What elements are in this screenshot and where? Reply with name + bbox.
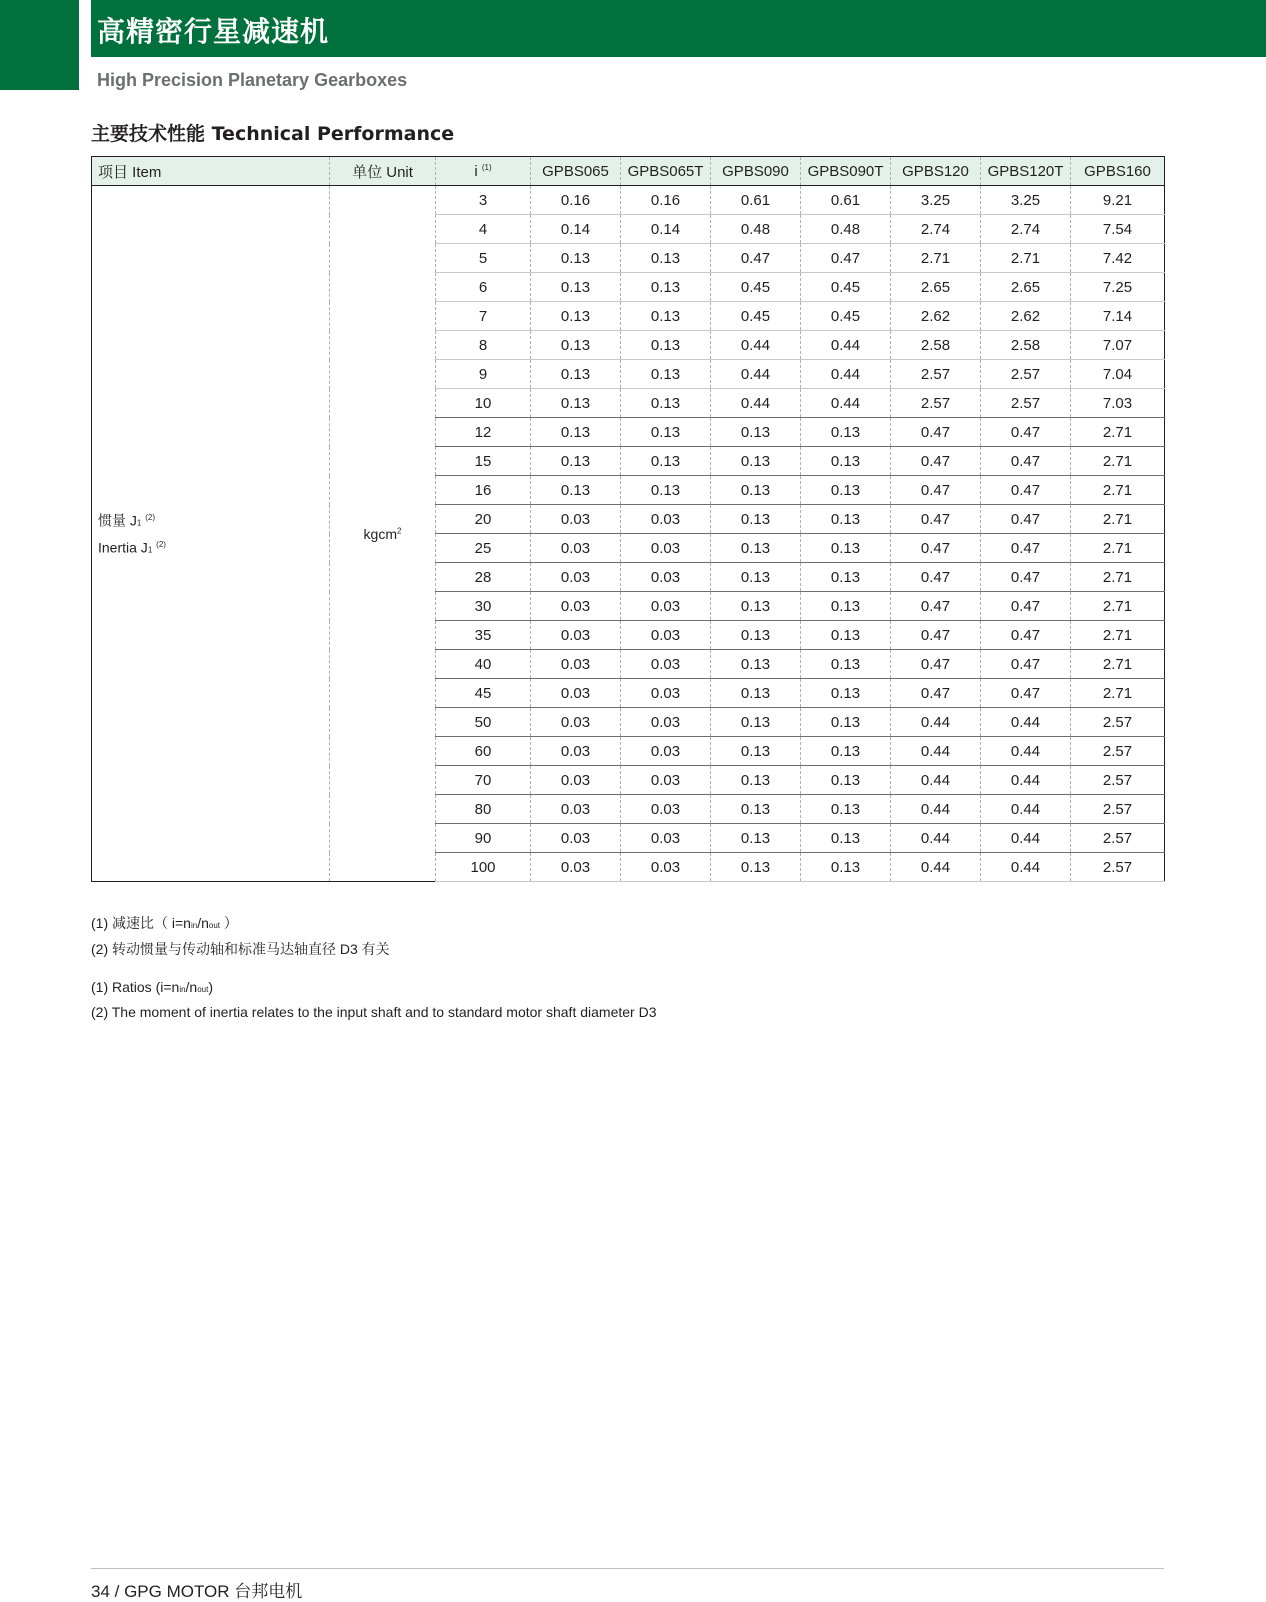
technical-performance-table — [91, 156, 1165, 882]
ratio-cell: 70 — [436, 766, 531, 795]
value-cell: 0.47 — [981, 621, 1071, 650]
value-cell: 0.14 — [531, 215, 621, 244]
value-cell: 0.13 — [801, 679, 891, 708]
header-ratio: i $^{(1)}$ — [436, 157, 531, 186]
value-cell: 0.13 — [531, 360, 621, 389]
value-cell: 0.03 — [531, 621, 621, 650]
ratio-cell: 20 — [436, 505, 531, 534]
value-cell: 2.57 — [1071, 708, 1165, 737]
value-cell: 0.03 — [621, 737, 711, 766]
value-cell: 0.13 — [711, 447, 801, 476]
value-cell: 0.13 — [531, 273, 621, 302]
value-cell: 0.03 — [531, 824, 621, 853]
header-model: GPBS120 — [891, 157, 981, 186]
value-cell: 0.13 — [801, 766, 891, 795]
value-cell: 0.13 — [621, 476, 711, 505]
value-cell: 0.03 — [531, 679, 621, 708]
value-cell: 0.13 — [801, 708, 891, 737]
value-cell: 0.47 — [981, 534, 1071, 563]
value-cell: 2.74 — [981, 215, 1071, 244]
value-cell: 2.58 — [891, 331, 981, 360]
value-cell: 0.03 — [531, 737, 621, 766]
value-cell: 0.13 — [711, 621, 801, 650]
value-cell: 2.65 — [981, 273, 1071, 302]
value-cell: 2.71 — [1071, 592, 1165, 621]
ratio-cell: 40 — [436, 650, 531, 679]
value-cell: 0.47 — [981, 418, 1071, 447]
value-cell: 0.13 — [801, 476, 891, 505]
value-cell: 0.13 — [801, 505, 891, 534]
value-cell: 0.47 — [801, 244, 891, 273]
value-cell: 0.47 — [981, 679, 1071, 708]
ratio-cell: 35 — [436, 621, 531, 650]
value-cell: 0.45 — [801, 273, 891, 302]
value-cell: 0.13 — [801, 824, 891, 853]
value-cell: 0.03 — [531, 592, 621, 621]
value-cell: 0.13 — [711, 766, 801, 795]
page-subtitle: High Precision Planetary Gearboxes — [97, 70, 408, 90]
header-unit: 单位 Unit — [330, 157, 436, 186]
value-cell: 0.13 — [801, 853, 891, 882]
ratio-cell: 5 — [436, 244, 531, 273]
header-model: GPBS065T — [621, 157, 711, 186]
footnote-1-cn: (1) 减速比（ i=nin/nout ） — [91, 915, 238, 931]
page-title: 高精密行星减速机 — [97, 15, 330, 48]
ratio-cell: 25 — [436, 534, 531, 563]
value-cell: 0.13 — [801, 737, 891, 766]
value-cell: 0.44 — [981, 824, 1071, 853]
value-cell: 0.44 — [891, 708, 981, 737]
ratio-cell: 90 — [436, 824, 531, 853]
value-cell: 2.62 — [891, 302, 981, 331]
value-cell: 0.13 — [801, 650, 891, 679]
value-cell: 0.13 — [711, 650, 801, 679]
value-cell: 0.44 — [891, 824, 981, 853]
value-cell: 0.47 — [891, 418, 981, 447]
item-label-cell — [92, 186, 330, 882]
ratio-cell: 100 — [436, 853, 531, 882]
value-cell: 2.71 — [891, 244, 981, 273]
value-cell: 7.54 — [1071, 215, 1165, 244]
footnote-1-en: (1) Ratios (i=nin/nout) — [91, 979, 214, 995]
value-cell: 0.47 — [891, 563, 981, 592]
value-cell: 0.03 — [621, 679, 711, 708]
value-cell: 2.57 — [1071, 737, 1165, 766]
value-cell: 0.47 — [891, 476, 981, 505]
ratio-cell: 30 — [436, 592, 531, 621]
value-cell: 0.44 — [891, 795, 981, 824]
value-cell: 0.48 — [711, 215, 801, 244]
value-cell: 0.03 — [621, 824, 711, 853]
value-cell: 0.47 — [891, 447, 981, 476]
value-cell: 7.14 — [1071, 302, 1165, 331]
value-cell: 0.61 — [711, 186, 801, 215]
header-item: 项目 Item — [92, 157, 330, 186]
value-cell: 0.13 — [531, 476, 621, 505]
footnote-2-cn: (2) 转动惯量与传动轴和标准马达轴直径 D3 有关 — [91, 941, 390, 957]
value-cell: 0.13 — [711, 476, 801, 505]
value-cell: 2.71 — [1071, 476, 1165, 505]
value-cell: 0.13 — [801, 447, 891, 476]
value-cell: 0.13 — [531, 389, 621, 418]
header-model: GPBS090 — [711, 157, 801, 186]
value-cell: 0.45 — [801, 302, 891, 331]
value-cell: 0.13 — [531, 302, 621, 331]
value-cell: 0.03 — [531, 563, 621, 592]
value-cell: 2.57 — [1071, 853, 1165, 882]
value-cell: 0.48 — [801, 215, 891, 244]
ratio-cell: 45 — [436, 679, 531, 708]
value-cell: 0.03 — [621, 621, 711, 650]
footnote-2-en: (2) The moment of inertia relates to the input shaft and to standard motor shaft diameter D3 — [91, 1004, 657, 1020]
value-cell: 7.25 — [1071, 273, 1165, 302]
page-footer: 34 / GPG MOTOR 台邦电机 — [91, 1582, 303, 1601]
value-cell: 0.13 — [711, 418, 801, 447]
value-cell: 0.13 — [531, 418, 621, 447]
table-row — [92, 186, 1165, 215]
value-cell: 0.03 — [621, 563, 711, 592]
value-cell: 0.13 — [621, 447, 711, 476]
header-model: GPBS065 — [531, 157, 621, 186]
value-cell: 2.74 — [891, 215, 981, 244]
value-cell: 0.13 — [531, 244, 621, 273]
value-cell: 0.13 — [621, 331, 711, 360]
header-model: GPBS090T — [801, 157, 891, 186]
value-cell: 0.13 — [711, 795, 801, 824]
value-cell: 0.13 — [621, 244, 711, 273]
value-cell: 0.13 — [801, 795, 891, 824]
value-cell: 0.13 — [711, 592, 801, 621]
value-cell: 0.47 — [981, 650, 1071, 679]
value-cell: 2.58 — [981, 331, 1071, 360]
ratio-cell: 50 — [436, 708, 531, 737]
table-body — [92, 186, 1165, 882]
value-cell: 0.03 — [531, 708, 621, 737]
value-cell: 0.13 — [621, 418, 711, 447]
value-cell: 0.47 — [981, 563, 1071, 592]
value-cell: 0.44 — [711, 331, 801, 360]
ratio-cell: 3 — [436, 186, 531, 215]
value-cell: 0.13 — [801, 418, 891, 447]
value-cell: 0.44 — [711, 360, 801, 389]
value-cell: 0.47 — [891, 534, 981, 563]
value-cell: 0.13 — [711, 505, 801, 534]
value-cell: 2.57 — [1071, 795, 1165, 824]
value-cell: 0.13 — [711, 534, 801, 563]
ratio-cell: 15 — [436, 447, 531, 476]
header-model: GPBS160 — [1071, 157, 1165, 186]
header-model: GPBS120T — [981, 157, 1071, 186]
value-cell: 3.25 — [981, 186, 1071, 215]
value-cell: 0.13 — [801, 534, 891, 563]
value-cell: 0.13 — [621, 389, 711, 418]
value-cell: 7.03 — [1071, 389, 1165, 418]
ratio-cell: 16 — [436, 476, 531, 505]
value-cell: 0.47 — [891, 650, 981, 679]
item-label-cn: 惯量 J1 $^{(2)}$ — [98, 512, 156, 529]
value-cell: 3.25 — [891, 186, 981, 215]
value-cell: 0.44 — [981, 737, 1071, 766]
value-cell: 0.13 — [801, 621, 891, 650]
value-cell: 2.57 — [1071, 766, 1165, 795]
value-cell: 0.13 — [711, 563, 801, 592]
value-cell: 2.71 — [1071, 650, 1165, 679]
value-cell: 0.03 — [621, 534, 711, 563]
value-cell: 0.03 — [621, 708, 711, 737]
value-cell: 0.03 — [621, 650, 711, 679]
value-cell: 0.03 — [621, 795, 711, 824]
value-cell: 0.16 — [621, 186, 711, 215]
value-cell: 0.47 — [711, 244, 801, 273]
value-cell: 0.47 — [981, 592, 1071, 621]
value-cell: 0.47 — [891, 679, 981, 708]
value-cell: 0.03 — [531, 534, 621, 563]
value-cell: 0.61 — [801, 186, 891, 215]
value-cell: 0.16 — [531, 186, 621, 215]
value-cell: 0.03 — [531, 853, 621, 882]
ratio-cell: 10 — [436, 389, 531, 418]
value-cell: 0.13 — [711, 737, 801, 766]
value-cell: 0.44 — [801, 389, 891, 418]
value-cell: 0.13 — [711, 824, 801, 853]
value-cell: 0.44 — [891, 766, 981, 795]
value-cell: 0.13 — [711, 708, 801, 737]
title-bar — [91, 0, 1266, 57]
value-cell: 0.45 — [711, 273, 801, 302]
value-cell: 7.42 — [1071, 244, 1165, 273]
value-cell: 0.13 — [621, 360, 711, 389]
value-cell: 0.47 — [891, 621, 981, 650]
value-cell: 0.03 — [531, 766, 621, 795]
footer-divider — [91, 1568, 1164, 1569]
value-cell: 2.71 — [981, 244, 1071, 273]
value-cell: 0.44 — [801, 360, 891, 389]
value-cell: 2.62 — [981, 302, 1071, 331]
value-cell: 0.47 — [981, 505, 1071, 534]
table-header-row — [92, 157, 1165, 186]
item-label-en: Inertia J1 $^{(2)}$ — [98, 539, 166, 556]
value-cell: 0.03 — [621, 853, 711, 882]
value-cell: 0.13 — [801, 563, 891, 592]
ratio-cell: 4 — [436, 215, 531, 244]
value-cell: 0.45 — [711, 302, 801, 331]
ratio-cell: 60 — [436, 737, 531, 766]
value-cell: 0.03 — [621, 592, 711, 621]
ratio-cell: 80 — [436, 795, 531, 824]
value-cell: 7.07 — [1071, 331, 1165, 360]
value-cell: 2.71 — [1071, 679, 1165, 708]
value-cell: 0.13 — [621, 273, 711, 302]
value-cell: 0.03 — [621, 766, 711, 795]
value-cell: 2.71 — [1071, 563, 1165, 592]
brand-side-block — [0, 0, 79, 90]
value-cell: 7.04 — [1071, 360, 1165, 389]
value-cell: 0.13 — [621, 302, 711, 331]
value-cell: 0.44 — [891, 853, 981, 882]
value-cell: 2.57 — [981, 360, 1071, 389]
value-cell: 2.71 — [1071, 418, 1165, 447]
value-cell: 0.03 — [531, 650, 621, 679]
value-cell: 0.44 — [891, 737, 981, 766]
unit-cell: kgcm$^2$ — [330, 186, 436, 882]
value-cell: 0.44 — [981, 708, 1071, 737]
value-cell: 2.65 — [891, 273, 981, 302]
value-cell: 0.13 — [801, 592, 891, 621]
value-cell: 0.47 — [891, 592, 981, 621]
value-cell: 0.14 — [621, 215, 711, 244]
value-cell: 2.57 — [891, 389, 981, 418]
value-cell: 2.57 — [981, 389, 1071, 418]
value-cell: 2.57 — [891, 360, 981, 389]
value-cell: 0.03 — [531, 795, 621, 824]
value-cell: 0.44 — [981, 853, 1071, 882]
value-cell: 2.71 — [1071, 621, 1165, 650]
value-cell: 0.47 — [891, 505, 981, 534]
value-cell: 0.03 — [531, 505, 621, 534]
ratio-cell: 6 — [436, 273, 531, 302]
value-cell: 0.13 — [711, 679, 801, 708]
ratio-cell: 8 — [436, 331, 531, 360]
value-cell: 0.44 — [981, 766, 1071, 795]
ratio-cell: 12 — [436, 418, 531, 447]
ratio-cell: 7 — [436, 302, 531, 331]
value-cell: 0.47 — [981, 476, 1071, 505]
ratio-cell: 28 — [436, 563, 531, 592]
value-cell: 0.03 — [621, 505, 711, 534]
value-cell: 2.71 — [1071, 447, 1165, 476]
value-cell: 2.57 — [1071, 824, 1165, 853]
value-cell: 0.13 — [531, 447, 621, 476]
value-cell: 9.21 — [1071, 186, 1165, 215]
value-cell: 0.44 — [711, 389, 801, 418]
value-cell: 0.13 — [711, 853, 801, 882]
value-cell: 0.44 — [981, 795, 1071, 824]
value-cell: 2.71 — [1071, 534, 1165, 563]
value-cell: 0.44 — [801, 331, 891, 360]
value-cell: 2.71 — [1071, 505, 1165, 534]
value-cell: 0.13 — [531, 331, 621, 360]
value-cell: 0.47 — [981, 447, 1071, 476]
section-heading: 主要技术性能 Technical Performance — [91, 123, 455, 145]
ratio-cell: 9 — [436, 360, 531, 389]
